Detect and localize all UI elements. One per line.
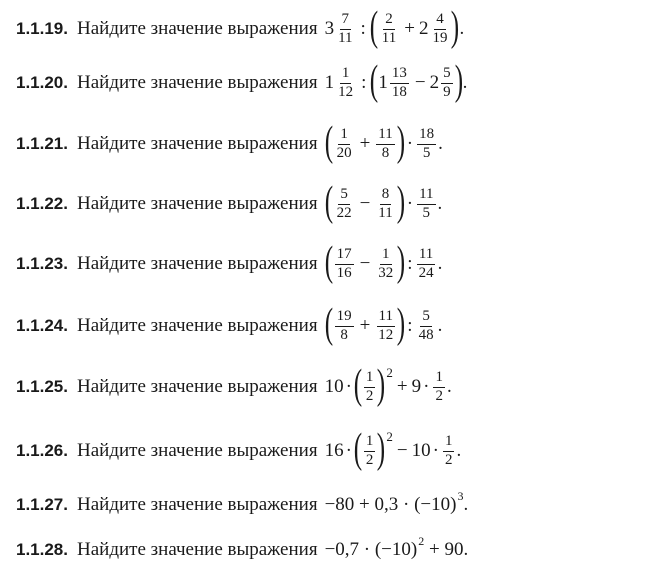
problem-1-1-25 xyxy=(16,362,657,408)
math-expression: ( $\frac{19}{8}$ + $\frac{11}{12}$ ) : $\frac{5}{48}$ . xyxy=(324,301,443,347)
problem-1-1-23 xyxy=(16,239,657,285)
fraction: $\frac{11}{12}$ xyxy=(378,307,394,343)
math-expression: −80 + 0,3 · (−10) 3 . xyxy=(324,488,469,515)
problem-text: Найдите значение выражения xyxy=(77,18,318,39)
fraction: $\frac{4}{19}$ xyxy=(432,10,448,46)
fraction: $\frac{7}{11}$ xyxy=(338,10,353,46)
fraction: $\frac{11}{8}$ xyxy=(378,125,393,161)
problem-text: Найдите значение выражения xyxy=(77,133,318,154)
problem-number: 1.1.25. xyxy=(16,377,68,396)
problem-text: Найдите значение выражения xyxy=(77,193,318,214)
problem-text: Найдите значение выражения xyxy=(77,253,318,274)
math-expression: 10 · ( $\frac{1}{2}$ ) 2 + 9 · $\frac{1}{2}$ . xyxy=(324,362,452,408)
fraction: $\frac{11}{5}$ xyxy=(419,185,434,221)
math-expression: ( $\frac{5}{22}$ − $\frac{8}{11}$ ) · $\frac{11}{5}$ . xyxy=(324,179,443,225)
problem-number: 1.1.24. xyxy=(16,316,68,335)
problem-text: Найдите значение выражения xyxy=(77,494,318,515)
fraction: $\frac{1}{2}$ xyxy=(435,368,443,404)
problem-text: Найдите значение выражения xyxy=(77,376,318,397)
fraction: $\frac{18}{5}$ xyxy=(419,125,435,161)
problem-1-1-21 xyxy=(16,119,657,165)
fraction: $\frac{2}{11}$ xyxy=(381,10,397,46)
problem-text: Найдите значение выражения xyxy=(77,539,318,560)
problem-number: 1.1.27. xyxy=(16,495,68,514)
problem-number: 1.1.20. xyxy=(16,73,68,92)
exponent: 3 xyxy=(457,488,464,503)
math-expression: 16 · ( $\frac{1}{2}$ ) 2 − 10 · $\frac{1}{2}$ . xyxy=(324,426,462,472)
problem-number: 1.1.19. xyxy=(16,19,68,38)
problem-text: Найдите значение выражения xyxy=(77,72,318,93)
math-expression: −0,7 · (−10) 2 + 90. xyxy=(324,533,469,560)
problem-text: Найдите значение выражения xyxy=(77,440,318,461)
fraction: $\frac{13}{18}$ xyxy=(391,64,407,100)
problem-1-1-28 xyxy=(16,533,657,561)
problem-1-1-24 xyxy=(16,301,657,347)
fraction: $\frac{1}{2}$ xyxy=(365,368,374,404)
fraction: $\frac{1}{2}$ xyxy=(365,432,374,468)
fraction: $\frac{1}{20}$ xyxy=(336,125,352,161)
fraction: $\frac{5}{9}$ xyxy=(443,64,451,100)
problem-1-1-26 xyxy=(16,426,657,472)
problem-1-1-27 xyxy=(16,488,657,516)
exponent: 2 xyxy=(386,429,393,444)
exponent: 2 xyxy=(386,365,393,380)
fraction: $\frac{1}{2}$ xyxy=(444,432,453,468)
fraction: $\frac{11}{24}$ xyxy=(418,245,434,281)
problem-number: 1.1.23. xyxy=(16,254,68,273)
fraction: $\frac{5}{48}$ xyxy=(418,307,434,343)
problem-1-1-19 xyxy=(16,4,657,50)
problem-text: Найдите значение выражения xyxy=(77,315,318,336)
exponent: 2 xyxy=(418,533,425,548)
fraction: $\frac{17}{16}$ xyxy=(336,245,352,281)
fraction: $\frac{5}{22}$ xyxy=(336,185,352,221)
problem-number: 1.1.28. xyxy=(16,540,68,559)
math-expression: 1 $\frac{1}{12}$ : ( 1 $\frac{13}{18}$ − 2 $\frac{5}{9}$ ) . xyxy=(324,58,468,104)
math-expression: ( $\frac{17}{16}$ − $\frac{1}{32}$ ) : $\frac{11}{24}$ . xyxy=(324,239,443,285)
problem-1-1-20 xyxy=(16,58,657,104)
problem-number: 1.1.26. xyxy=(16,441,68,460)
problem-1-1-22 xyxy=(16,179,657,225)
math-expression: 3 $\frac{7}{11}$ : ( $\frac{2}{11}$ + 2 $\frac{4}{19}$ ) . xyxy=(324,4,465,50)
fraction: $\frac{8}{11}$ xyxy=(378,185,393,221)
fraction: $\frac{1}{32}$ xyxy=(378,245,394,281)
fraction: $\frac{1}{12}$ xyxy=(338,64,354,100)
problem-number: 1.1.21. xyxy=(16,134,68,153)
fraction: $\frac{19}{8}$ xyxy=(336,307,352,343)
math-expression: ( $\frac{1}{20}$ + $\frac{11}{8}$ ) · $\frac{18}{5}$ . xyxy=(324,119,443,165)
problem-number: 1.1.22. xyxy=(16,194,68,213)
